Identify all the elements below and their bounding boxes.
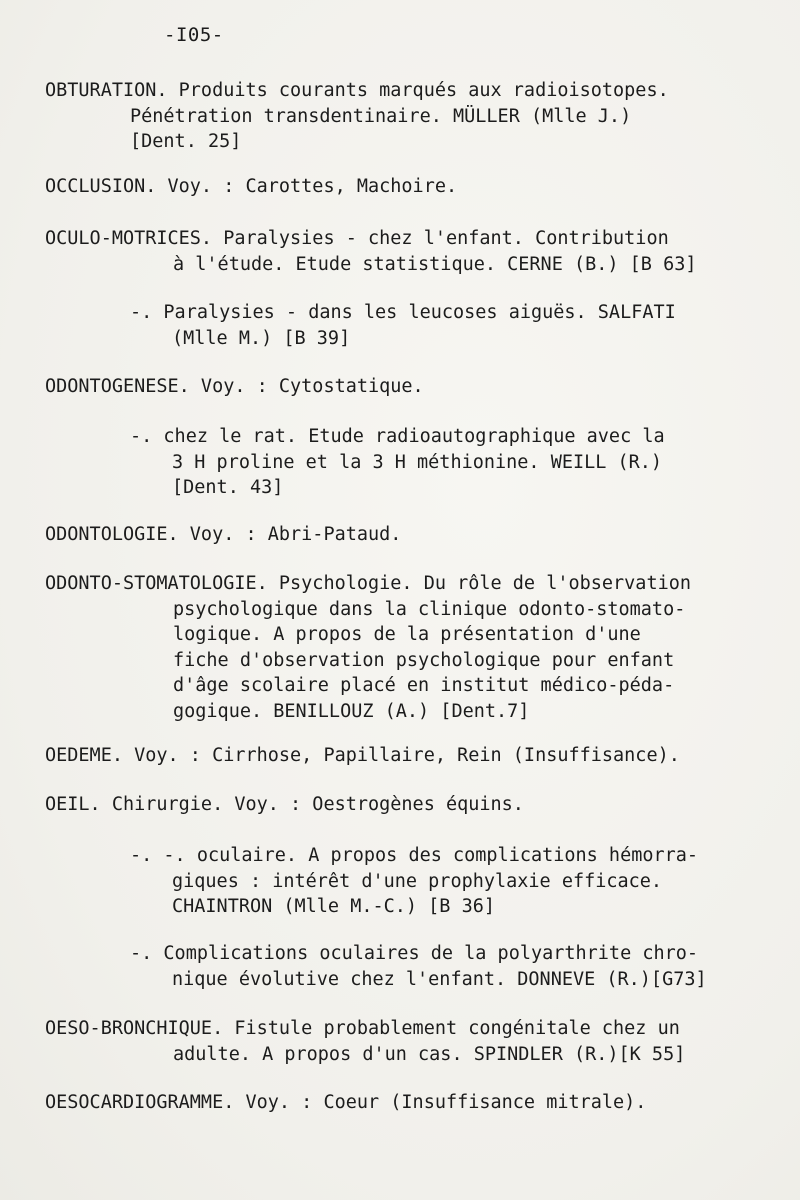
entry-line: OEDEME. Voy. : Cirrhose, Papillaire, Rein (Insuffisance). — [45, 745, 680, 766]
entry-line: [Dent. 25] — [130, 131, 242, 152]
index-entry-oedeme — [45, 743, 775, 769]
entry-line: OBTURATION. Produits courants marqués aux radioisotopes. — [45, 80, 669, 101]
index-subentry-rat — [130, 424, 780, 501]
entry-line: OEIL. Chirurgie. Voy. : Oestrogènes équins. — [45, 794, 524, 815]
entry-line: fiche d'observation psychologique pour enfant — [173, 649, 675, 671]
entry-line: ODONTOGENESE. Voy. : Cytostatique. — [45, 376, 424, 397]
entry-line: adulte. A propos d'un cas. SPINDLER (R.)[K 55] — [173, 1043, 686, 1065]
entry-line: ODONTO-STOMATOLOGIE. Psychologie. Du rôle de l'observation — [45, 573, 692, 594]
entry-line: giques : intérêt d'une prophylaxie efficace. — [172, 870, 663, 892]
entry-line: -. Complications oculaires de la polyarthrite chro- — [130, 943, 699, 964]
entry-line: [Dent. 43] — [172, 477, 284, 498]
entry-line: OCCLUSION. Voy. : Carottes, Machoire. — [45, 176, 458, 197]
index-subentry-polyarthrite — [130, 941, 780, 992]
entry-line: (Mlle M.) [B 39] — [172, 327, 351, 349]
entry-line: psychologique dans la clinique odonto-stomato- — [173, 598, 686, 620]
entry-line: -. chez le rat. Etude radioautographique avec la — [130, 426, 665, 447]
index-entry-odontologie — [45, 522, 775, 548]
index-entry-odonto-stomatologie — [45, 571, 775, 724]
index-entry-obturation — [45, 78, 775, 155]
index-entry-occlusion — [45, 174, 775, 200]
index-entry-odontogenese — [45, 374, 775, 400]
entry-line: ODONTOLOGIE. Voy. : Abri-Pataud. — [45, 524, 402, 545]
entry-line: 3 H proline et la 3 H méthionine. WEILL (R.) — [172, 451, 663, 473]
index-entry-oeil — [45, 792, 775, 818]
entry-line: à l'étude. Etude statistique. CERNE (B.) [B 63] — [173, 253, 697, 275]
index-entry-oesocardiogramme — [45, 1090, 775, 1116]
index-entry-oculo-motrices — [45, 226, 775, 277]
entry-line: OESOCARDIOGRAMME. Voy. : Coeur (Insuffisance mitrale). — [45, 1092, 647, 1113]
index-subentry-leucoses — [130, 300, 780, 351]
entry-line: CHAINTRON (Mlle M.-C.) [B 36] — [172, 896, 496, 917]
entry-line: logique. A propos de la présentation d'une — [173, 624, 641, 645]
entry-line: nique évolutive chez l'enfant. DONNEVE (R.)[G73] — [172, 968, 707, 990]
page-number: -I05- — [164, 24, 224, 46]
entry-line: d'âge scolaire placé en institut médico-péda- — [173, 675, 675, 696]
entry-line: -. -. oculaire. A propos des complications hémorra- — [130, 845, 699, 866]
entry-line: OCULO-MOTRICES. Paralysies - chez l'enfant. Contribution — [45, 228, 669, 249]
entry-line: gogique. BENILLOUZ (A.) [Dent.7] — [173, 700, 530, 722]
entry-line: Pénétration transdentinaire. MÜLLER (Mlle J.) — [130, 105, 632, 127]
index-subentry-oculaire — [130, 843, 780, 920]
index-entry-oeso-bronchique — [45, 1016, 775, 1067]
entry-line: -. Paralysies - dans les leucoses aiguës. SALFATI — [130, 302, 676, 323]
entry-line: OESO-BRONCHIQUE. Fistule probablement congénitale chez un — [45, 1018, 680, 1039]
